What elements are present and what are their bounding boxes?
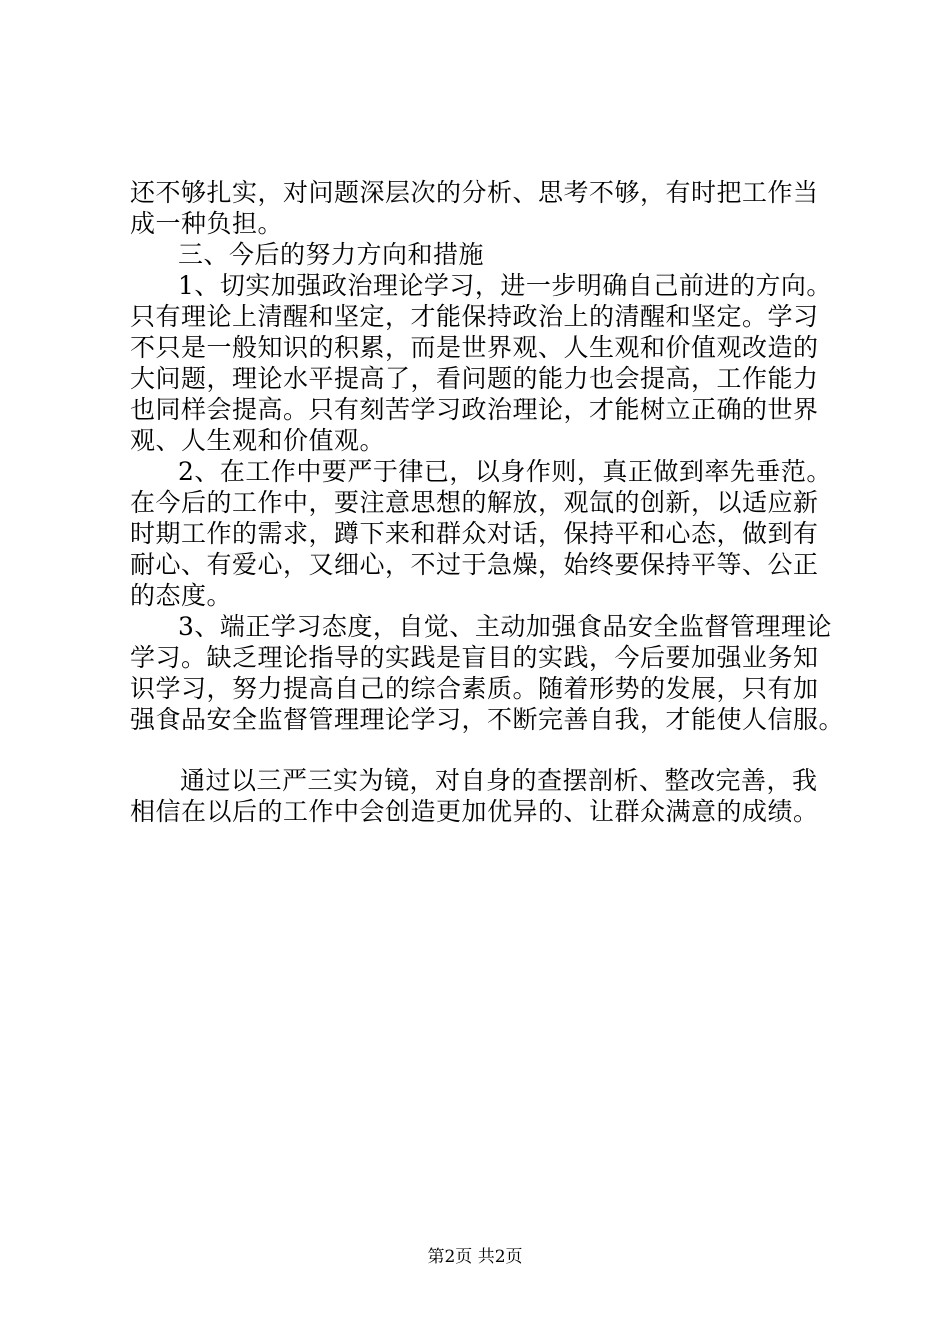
text-line: 成一种负担。 <box>130 209 284 238</box>
text-line: 通过以三严三实为镜，对自身的查摆剖析、整改完善，我 <box>180 766 818 795</box>
text-line: 时期工作的需求，蹲下来和群众对话，保持平和心态，做到有 <box>130 519 819 548</box>
text-line: 1、切实加强政治理论学习，进一步明确自己前进的方向。 <box>178 271 832 300</box>
section-heading: 三、今后的努力方向和措施 <box>178 240 485 269</box>
text-line: 2、在工作中要严于律已，以身作则，真正做到率先垂范。 <box>178 457 832 486</box>
text-line: 强食品安全监督管理理论学习，不断完善自我，才能使人信服。 <box>130 705 845 734</box>
text-line: 也同样会提高。只有刻苦学习政治理论，才能树立正确的世界 <box>130 395 819 424</box>
text-line: 相信在以后的工作中会创造更加优异的、让群众满意的成绩。 <box>130 797 819 826</box>
text-line: 大问题，理论水平提高了，看问题的能力也会提高，工作能力 <box>130 364 819 393</box>
text-line: 3、端正学习态度，自觉、主动加强食品安全监督管理理论 <box>178 612 832 641</box>
page-number: 第2页 共2页 <box>427 1247 523 1267</box>
text-line: 观、人生观和价值观。 <box>130 426 386 455</box>
text-line: 的态度。 <box>130 581 233 610</box>
text-line: 不只是一般知识的积累，而是世界观、人生观和价值观改造的 <box>130 333 819 362</box>
text-line: 识学习，努力提高自己的综合素质。随着形势的发展，只有加 <box>130 674 819 703</box>
text-line: 学习。缺乏理论指导的实践是盲目的实践，今后要加强业务知 <box>130 643 819 672</box>
text-line: 还不够扎实，对问题深层次的分析、思考不够，有时把工作当 <box>130 178 819 207</box>
text-line: 耐心、有爱心，又细心，不过于急燥，始终要保持平等、公正 <box>130 550 819 579</box>
text-line: 在今后的工作中，要注意思想的解放，观氙的创新，以适应新 <box>130 488 819 517</box>
text-line: 只有理论上清醒和坚定，才能保持政治上的清醒和坚定。学习 <box>130 302 819 331</box>
